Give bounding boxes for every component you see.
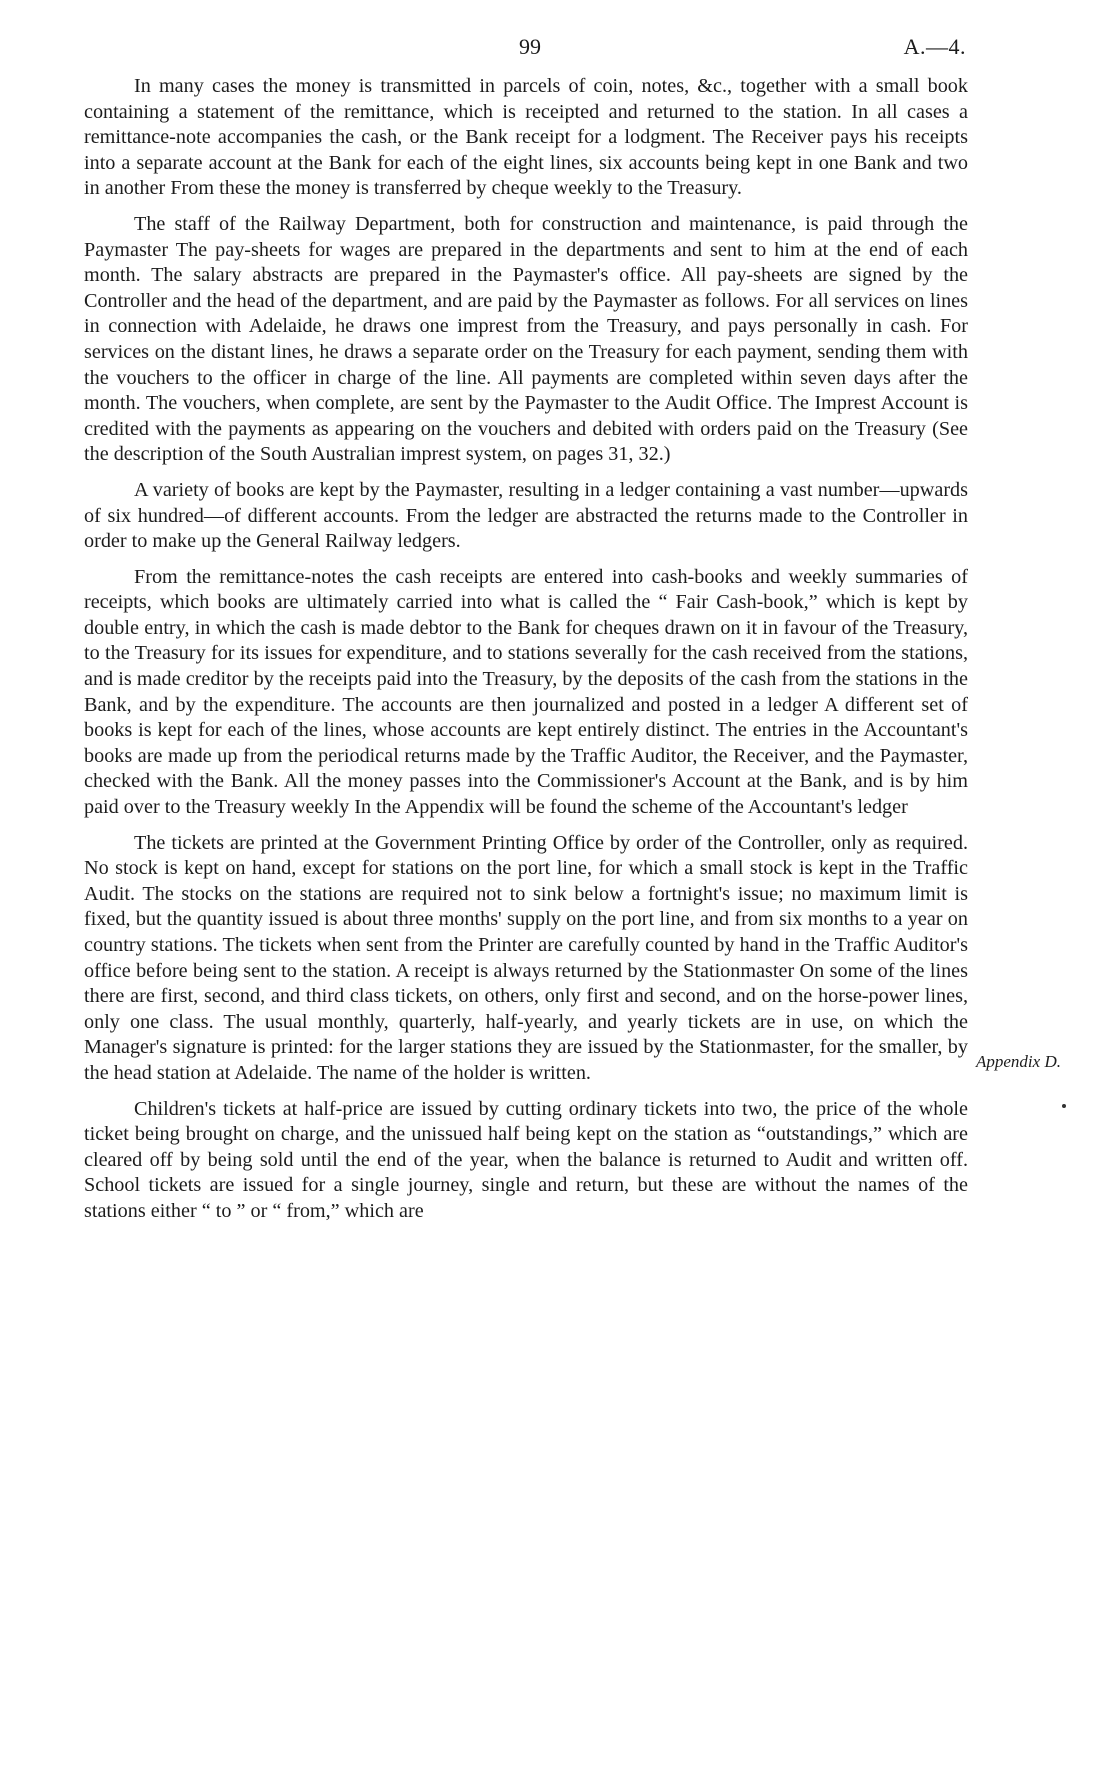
paragraph-tickets: The tickets are printed at the Government Printing Office by order of the Controller, only as required. No stock is kept on hand, except for stations on the port line, for which a small stock is kept in the Traffic Audit. The stocks on the stations are required not to sink below a fortnight's issue; no maximum limit is fixed, but the quantity issued is about three months' supply on the port line, and from six months to a year on country stations. The tickets when sent from the Printer are carefully counted by hand in the Traffic Auditor's office before being sent to the station. A receipt is always returned by the Stationmaster On some of the lines there are first, second, and third class tickets, on others, only first and second, and on the horse-power lines, only one class. The usual monthly, quarterly, half-yearly, and yearly tickets are in use, on which the Manager's signature is printed: for the larger stations they are issued by the Stationmaster, for the smaller, by the head station at Adelaide. The name of the holder is written. xyxy=(84,831,968,1084)
page-number: 99 xyxy=(519,34,541,59)
document-code: A.—4. xyxy=(903,34,966,59)
margin-note: Appendix D. xyxy=(976,1052,1061,1071)
paragraph-cash-book: From the remittance-notes the cash receipts are entered into cash-books and weekly summaries of receipts, which books are ultimately carried into what is called the “ Fair Cash-book,” which is kept by double entry, in which the cash is made debtor to the Bank for cheques drawn on it in favour of the Treasury, to the Treasury for its issues for expenditure, and to stations severally for the cash received from the stations, and is made creditor by the receipts paid into the Treasury, by the deposits of the cash from the stations in the Bank, and by the expenditure. The accounts are then journalized and posted in a ledger A different set of books is kept for each of the lines, whose accounts are kept entirely distinct. The entries in the Accountant's books are made up from the periodical returns made by the Traffic Auditor, the Receiver, and the Paymaster, checked with the Bank. All the money passes into the Commissioner's Account at the Bank, and is by him paid over to the Treasury weekly In the Appendix will be found the scheme of the Accountant's ledger xyxy=(84,565,968,819)
paragraph-remittance: In many cases the money is transmitted in parcels of coin, notes, &c., together with a small book containing a statement of the remittance, which is receipted and returned to the station. In all cases a remittance-note accompanies the cash, or the Bank receipt for a lodgment. The Receiver pays his receipts into a separate account at the Bank for each of the eight lines, six accounts being kept in one Bank and two in another From these the money is transferred by cheque weekly to the Treasury. xyxy=(84,75,968,200)
paragraph-childrens-tickets: Children's tickets at half-price are issued by cutting ordinary tickets into two, the price of the whole ticket being brought on charge, and the unissued half being kept on the station as “outstandings,” which are cleared off by being sold until the end of the year, when the balance is returned to Audit and written off. School tickets are issued for a single journey, single and return, but these are without the names of the stations either “ to ” or “ from,” which are xyxy=(84,1097,968,1222)
paragraph-paymaster-books: A variety of books are kept by the Paymaster, resulting in a ledger containing a vast number—upwards of six hundred—of different accounts. From the ledger are abstracted the returns made to the Controller in order to make up the General Railway ledgers. xyxy=(84,478,968,553)
margin-dot xyxy=(1062,1104,1066,1108)
body-text xyxy=(84,74,968,1225)
paragraph-paymaster: The staff of the Railway Department, both for construction and maintenance, is paid through the Paymaster The pay-sheets for wages are prepared in the departments and sent to him at the end of each month. The salary abstracts are prepared in the Paymaster's office. All pay-sheets are signed by the Controller and the head of the department, and are paid by the Paymaster as follows. For all services on lines in connection with Adelaide, he draws one imprest from the Treasury, and pays personally in cash. For services on the distant lines, he draws a separate order on the Treasury for each payment, sending them with the vouchers to the officer in charge of the line. All payments are completed within seven days after the month. The vouchers, when complete, are sent by the Paymaster to the Audit Office. The Imprest Account is credited with the payments as appearing on the vouchers and debited with orders paid on the Treasury (See the description of the South Australian imprest system, on pages 31, 32.) xyxy=(84,212,968,466)
